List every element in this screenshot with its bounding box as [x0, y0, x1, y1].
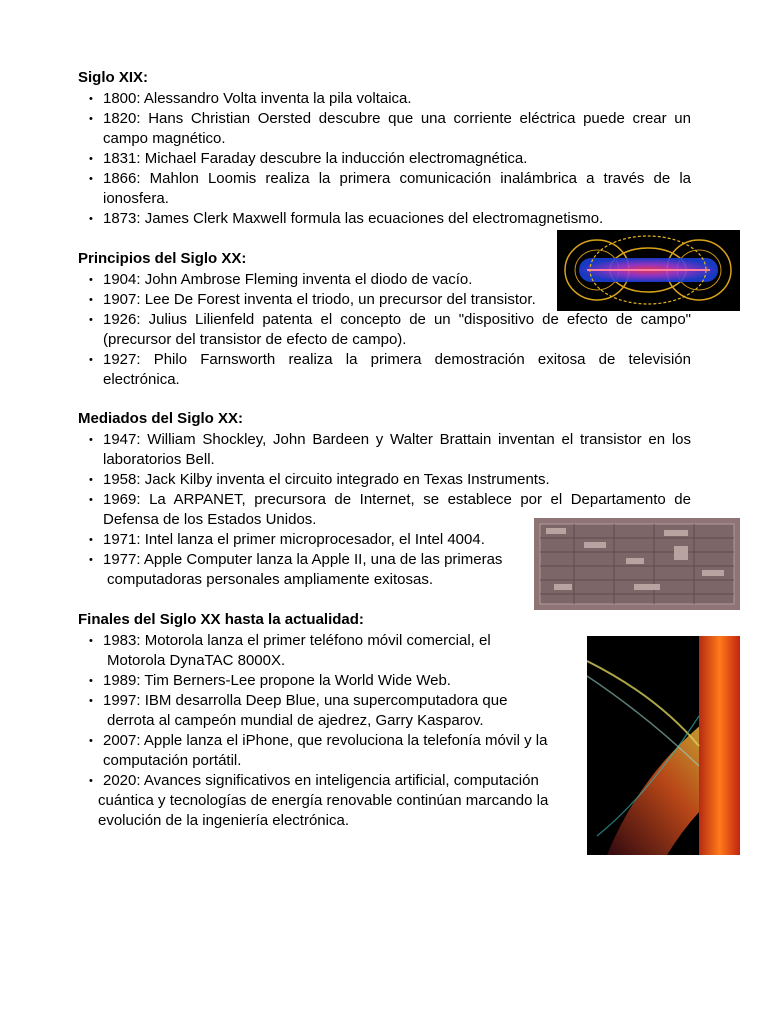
- list-item-continuation: cuántica y tecnologías de energía renovable continúan marcando la: [98, 792, 549, 809]
- list-item: • 1820: Hans Christian Oersted descubre que una corriente eléctrica puede crear un: [89, 110, 691, 127]
- list-item: • 2007: Apple lanza el iPhone, que revoluciona la telefonía móvil y la: [89, 732, 548, 749]
- bullet-icon: •: [89, 635, 93, 647]
- section-title-mid-xx: Mediados del Siglo XX:: [78, 410, 244, 427]
- list-item-continuation: Motorola DynaTAC 8000X.: [107, 652, 286, 669]
- list-item: • 2020: Avances significativos en inteligencia artificial, computación: [89, 772, 539, 789]
- magnetic-field-image: [557, 230, 740, 311]
- list-item: • 1971: Intel lanza el primer microprocesador, el Intel 4004.: [89, 531, 485, 548]
- list-item-continuation: campo magnético.: [103, 130, 226, 147]
- bullet-icon: •: [89, 153, 93, 165]
- list-item: • 1977: Apple Computer lanza la Apple II, una de las primeras: [89, 551, 503, 568]
- list-item: • 1958: Jack Kilby inventa el circuito integrado en Texas Instruments.: [89, 471, 550, 488]
- bullet-icon: •: [89, 735, 93, 747]
- section-title-late-xx: Finales del Siglo XX hasta la actualidad:: [78, 611, 364, 628]
- bullet-icon: •: [89, 213, 93, 225]
- list-item-continuation: electrónica.: [103, 371, 180, 388]
- bullet-icon: •: [89, 675, 93, 687]
- list-item: • 1989: Tim Berners-Lee propone la World Wide Web.: [89, 672, 451, 689]
- bullet-icon: •: [89, 274, 93, 286]
- bullet-icon: •: [89, 775, 93, 787]
- bullet-icon: •: [89, 554, 93, 566]
- bullet-icon: •: [89, 695, 93, 707]
- digital-binary-image: [587, 636, 740, 855]
- bullet-icon: •: [89, 314, 93, 326]
- list-item: • 1926: Julius Lilienfeld patenta el concepto de un "dispositivo de efecto de campo": [89, 311, 691, 328]
- bullet-icon: •: [89, 354, 93, 366]
- section-title-xix: Siglo XIX:: [78, 69, 149, 86]
- list-item-continuation: laboratorios Bell.: [103, 451, 215, 468]
- list-item: • 1800: Alessandro Volta inventa la pila voltaica.: [89, 90, 412, 107]
- bullet-icon: •: [89, 494, 93, 506]
- list-item-continuation: evolución de la ingeniería electrónica.: [98, 812, 349, 829]
- list-item: • 1904: John Ambrose Fleming inventa el diodo de vacío.: [89, 271, 473, 288]
- bullet-icon: •: [89, 113, 93, 125]
- list-item-continuation: Defensa de los Estados Unidos.: [103, 511, 317, 528]
- list-item: • 1831: Michael Faraday descubre la inducción electromagnética.: [89, 150, 528, 167]
- list-item-continuation: ionosfera.: [103, 190, 169, 207]
- bullet-icon: •: [89, 93, 93, 105]
- list-item: • 1873: James Clerk Maxwell formula las ecuaciones del electromagnetismo.: [89, 210, 604, 227]
- list-item: • 1983: Motorola lanza el primer teléfono móvil comercial, el: [89, 632, 491, 649]
- bullet-icon: •: [89, 534, 93, 546]
- list-item: • 1969: La ARPANET, precursora de Internet, se establece por el Departamento de: [89, 491, 691, 508]
- bullet-icon: •: [89, 294, 93, 306]
- list-item: • 1947: William Shockley, John Bardeen y Walter Brattain inventan el transistor en los: [89, 431, 691, 448]
- list-item-continuation: computación portátil.: [103, 752, 242, 769]
- list-item: • 1927: Philo Farnsworth realiza la primera demostración exitosa de televisión: [89, 351, 691, 368]
- list-item: • 1997: IBM desarrolla Deep Blue, una supercomputadora que: [89, 692, 508, 709]
- list-item-continuation: derrota al campeón mundial de ajedrez, Garry Kasparov.: [107, 712, 484, 729]
- bullet-icon: •: [89, 173, 93, 185]
- list-item: • 1907: Lee De Forest inventa el triodo, un precursor del transistor.: [89, 291, 536, 308]
- list-item: • 1866: Mahlon Loomis realiza la primera comunicación inalámbrica a través de la: [89, 170, 691, 187]
- integrated-circuit-image: [534, 518, 740, 610]
- bullet-icon: •: [89, 434, 93, 446]
- list-item-continuation: computadoras personales ampliamente exitosas.: [107, 571, 434, 588]
- bullet-icon: •: [89, 474, 93, 486]
- list-item-continuation: (precursor del transistor de efecto de campo).: [103, 331, 407, 348]
- section-title-early-xx: Principios del Siglo XX:: [78, 250, 247, 267]
